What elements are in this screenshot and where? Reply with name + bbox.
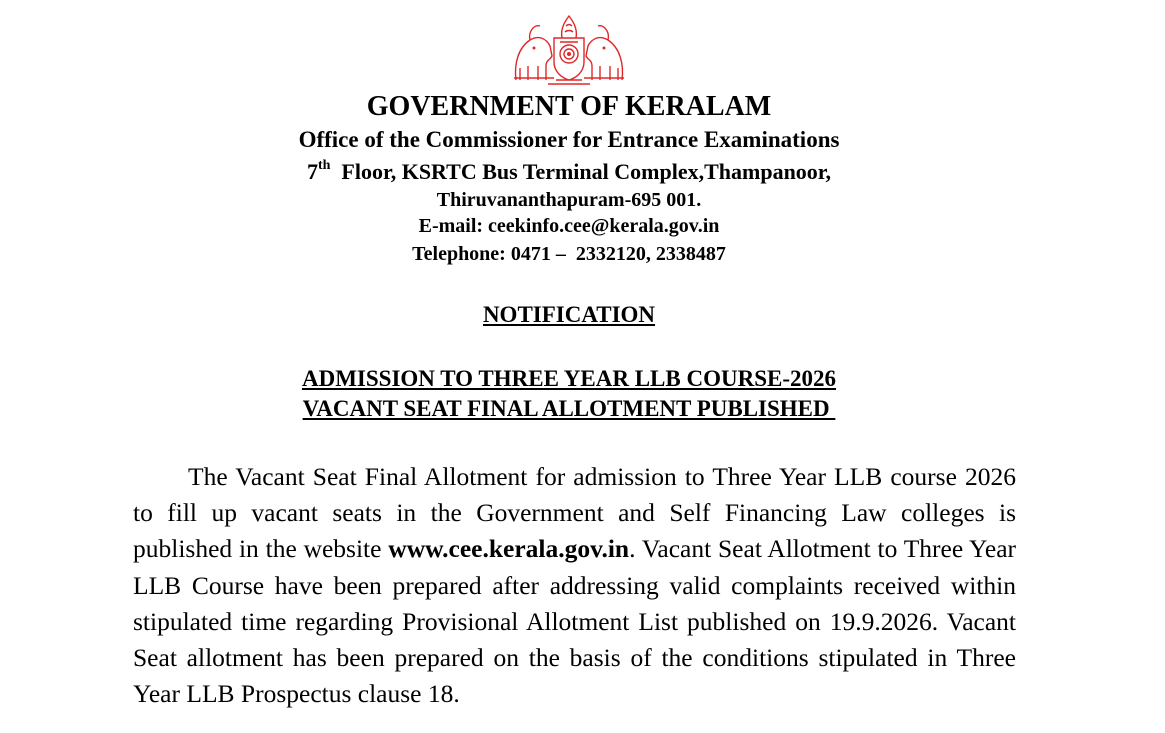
body-text-part-1: The Vacant Seat Final Allotment for admission to Three Year LLB course 2026 to fill up vacant seats in the Government and Self Financing Law colleges is published in the website — [133, 462, 1016, 564]
email-line: E-mail: ceekinfo.cee@kerala.gov.in — [418, 215, 720, 237]
telephone-line: Telephone: 0471 – 2332120, 2338487 — [412, 243, 726, 265]
government-title: GOVERNMENT OF KERALAM — [366, 91, 772, 122]
body-text-part-2: . Vacant Seat Allotment to Three Year LLB Course have been prepared after addressing valid complaints received within stipulated time regarding Provisional Allotment List published on 19.9.2026. Vacant Seat allotment has been prepared on the basis of the conditions stipulated in Three Year LLB Prospectus clause 18. — [133, 534, 1016, 709]
website-link[interactable]: www.cee.kerala.gov.in — [388, 534, 630, 564]
notification-heading: NOTIFICATION — [482, 302, 656, 327]
address-line-2: Thiruvananthapuram-695 001. — [436, 189, 702, 211]
office-name: Office of the Commissioner for Entrance Examinations — [298, 127, 840, 152]
address-line-1 — [0, 159, 1138, 185]
notice-title-line-2: VACANT SEAT FINAL ALLOTMENT PUBLISHED — [302, 396, 836, 421]
floor-superscript: th — [317, 157, 331, 173]
address-line-1-text: Floor, KSRTC Bus Terminal Complex,Thampanoor, — [330, 159, 832, 184]
notice-title-line-1: ADMISSION TO THREE YEAR LLB COURSE-2026 — [301, 366, 837, 391]
notice-body-paragraph — [133, 459, 1016, 712]
kerala-state-emblem-icon — [510, 8, 628, 88]
floor-number: 7 — [306, 159, 318, 184]
